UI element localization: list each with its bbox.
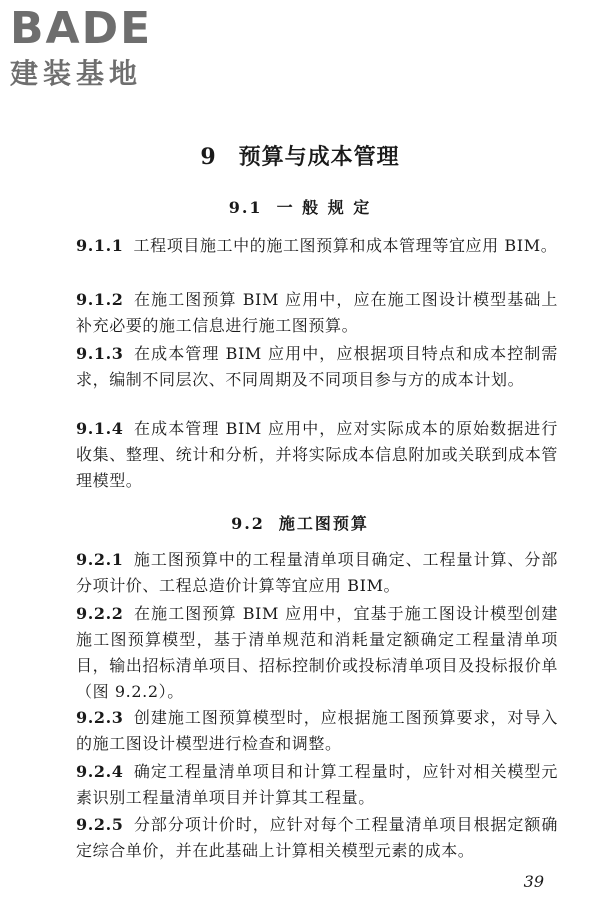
section-heading: [0, 195, 600, 218]
section-heading: [0, 511, 600, 534]
clause-number: 9.2.1: [76, 550, 124, 569]
clause: [76, 601, 558, 705]
clause-number: 9.1.3: [76, 344, 124, 363]
clause-text: 确定工程量清单项目和计算工程量时，应针对相关模型元素识别工程量清单项目并计算其工程量。: [76, 762, 558, 807]
clause-text: 创建施工图预算模型时，应根据施工图预算要求，对导入的施工图设计模型进行检查和调整。: [76, 708, 558, 753]
page-number: 39: [523, 872, 544, 891]
clause-number: 9.1.2: [76, 290, 124, 309]
clause-text: 在施工图预算 BIM 应用中，宜基于施工图设计模型创建施工图预算模型，基于清单规范和消耗量定额确定工程量清单项目，输出招标清单项目、招标控制价或投标清单项目及投标报价单（图 9.2.2）。: [76, 604, 558, 701]
section-title: 施工图预算: [278, 514, 369, 533]
clause-number: 9.2.2: [76, 604, 124, 623]
clause: [76, 705, 558, 757]
section-title: 一 般 规 定: [276, 198, 372, 217]
clause-text: 分部分项计价时，应针对每个工程量清单项目根据定额确定综合单价，并在此基础上计算相关模型元素的成本。: [76, 815, 558, 860]
clause-text: 在施工图预算 BIM 应用中，应在施工图设计模型基础上补充必要的施工信息进行施工图预算。: [76, 290, 558, 335]
clause: [76, 812, 558, 864]
clause: [76, 233, 558, 259]
clause-text: 在成本管理 BIM 应用中，应对实际成本的原始数据进行收集、整理、统计和分析，并将实际成本信息附加或关联到成本管理模型。: [76, 419, 558, 490]
clause: [76, 416, 558, 494]
clause-text: 在成本管理 BIM 应用中，应根据项目特点和成本控制需求，编制不同层次、不同周期及不同项目参与方的成本计划。: [76, 344, 558, 389]
logo-brand: BADE: [10, 3, 153, 54]
clause: [76, 287, 558, 339]
section-number: 9.2: [231, 514, 265, 533]
section-number: 9.1: [228, 198, 263, 217]
clause: [76, 759, 558, 811]
clause-number: 9.2.5: [76, 815, 124, 834]
clause-number: 9.1.1: [76, 236, 124, 255]
logo-subtitle: 建装基地: [10, 57, 143, 90]
chapter-title: 预算与成本管理: [238, 144, 400, 170]
clause: [76, 547, 558, 599]
clause-number: 9.2.3: [76, 708, 124, 727]
logo: [10, 4, 175, 96]
clause-text: 施工图预算中的工程量清单项目确定、工程量计算、分部分项计价、工程总造价计算等宜应用 BIM。: [76, 550, 558, 595]
chapter-number: 9: [200, 144, 217, 170]
clause: [76, 341, 558, 393]
chapter-heading: [0, 140, 600, 171]
clause-number: 9.1.4: [76, 419, 124, 438]
clause-number: 9.2.4: [76, 762, 124, 781]
clause-text: 工程项目施工中的施工图预算和成本管理等宜应用 BIM。: [133, 236, 558, 255]
